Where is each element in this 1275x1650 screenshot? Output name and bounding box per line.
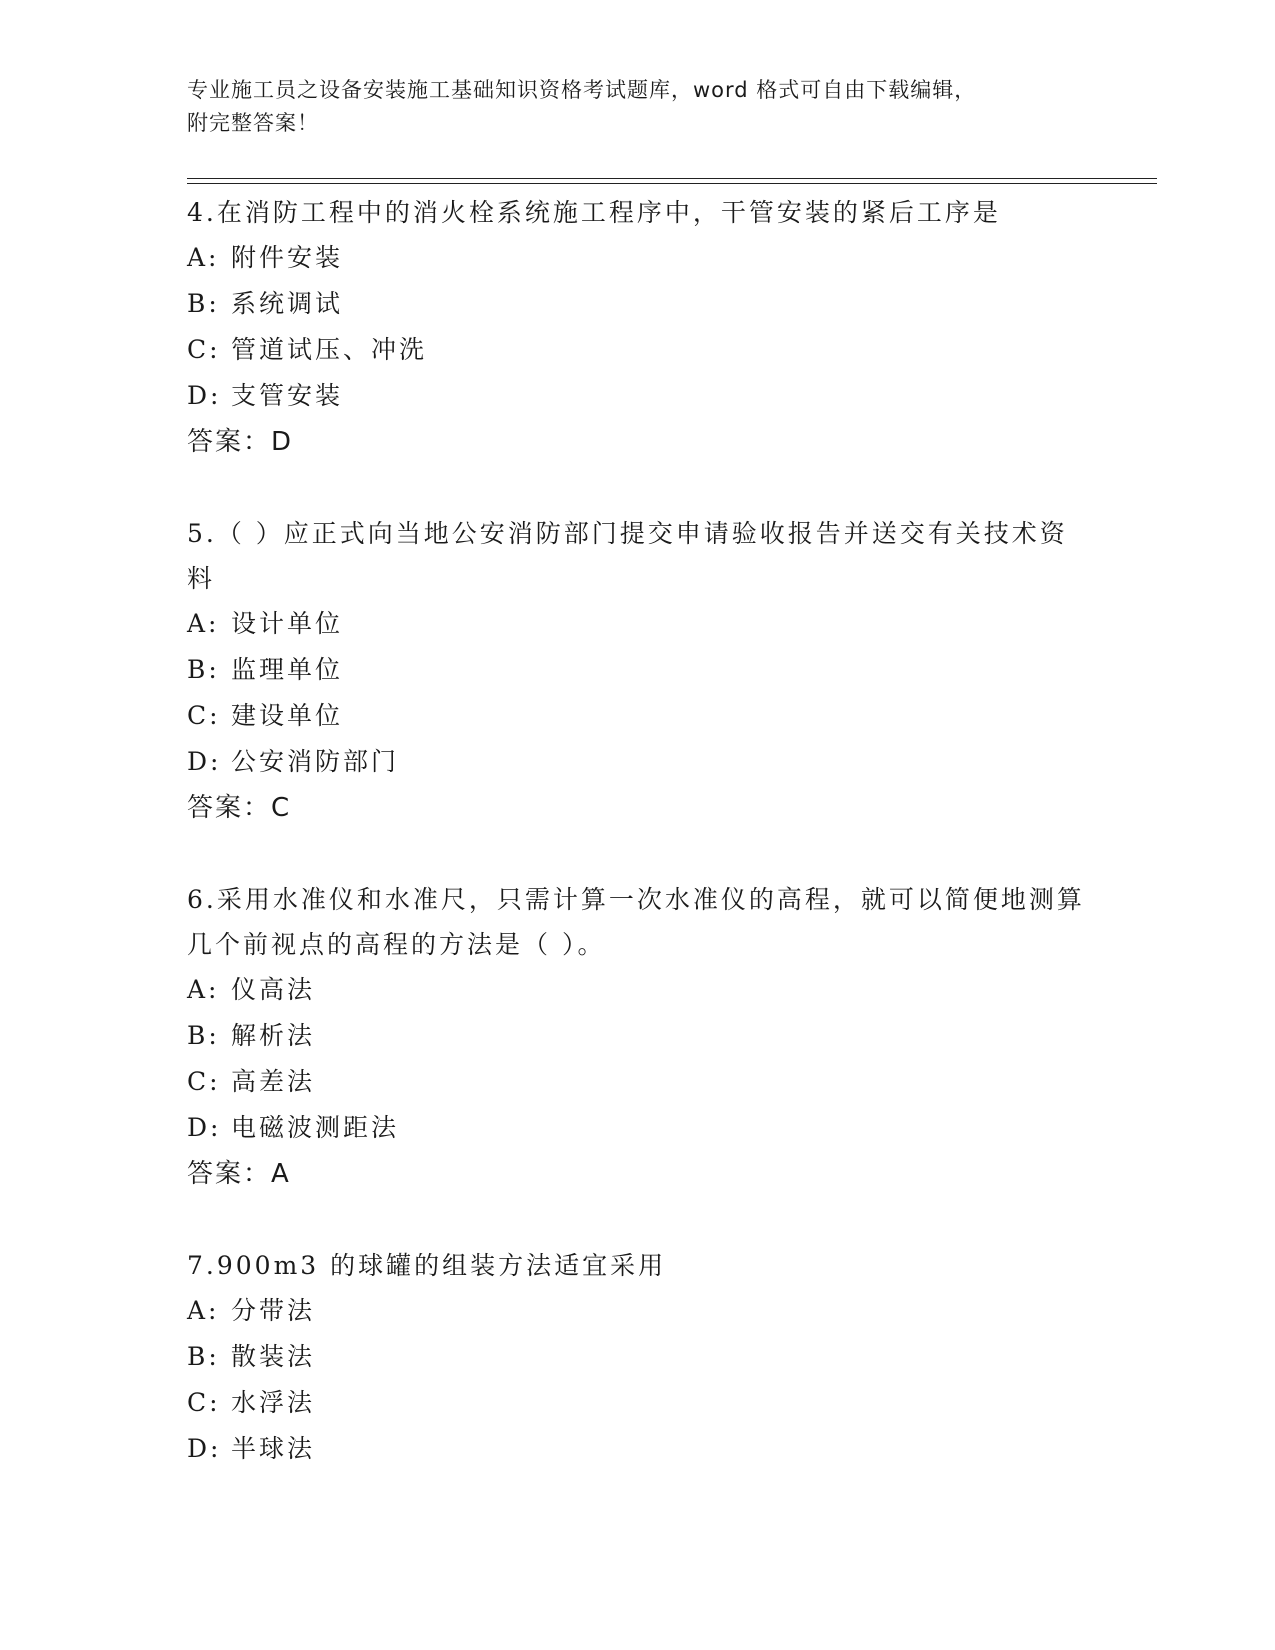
option-text: 高差法 — [231, 1067, 316, 1096]
header-divider-top — [187, 178, 1157, 179]
option-key: A: — [187, 243, 220, 272]
option-c — [187, 693, 1087, 739]
option-text: 半球法 — [231, 1434, 316, 1463]
option-text: 建设单位 — [231, 701, 344, 730]
question-text: 4.在消防工程中的消火栓系统施工程序中，干管安装的紧后工序是 — [187, 198, 1001, 227]
option-key: B: — [187, 1021, 220, 1050]
option-text: 附件安装 — [231, 243, 344, 272]
header-intro-line2: 附完整答案！ — [187, 111, 319, 135]
option-c — [187, 1059, 1087, 1105]
option-c — [187, 327, 1087, 373]
option-b — [187, 281, 1087, 327]
option-d — [187, 1426, 1087, 1472]
option-text: 支管安装 — [231, 381, 344, 410]
question-spacer — [187, 465, 1087, 511]
option-text: 分带法 — [231, 1296, 316, 1325]
option-text: 公安消防部门 — [231, 747, 400, 776]
option-text: 仪高法 — [231, 975, 316, 1004]
option-key: A: — [187, 975, 220, 1004]
option-key: A: — [187, 609, 220, 638]
option-key: C: — [187, 701, 221, 730]
question-item — [187, 511, 1087, 831]
option-d — [187, 1105, 1087, 1151]
header-intro-line1: 专业施工员之设备安装施工基础知识资格考试题库，word 格式可自由下载编辑， — [187, 78, 977, 102]
option-b — [187, 1013, 1087, 1059]
option-text: 系统调试 — [231, 289, 344, 318]
question-text: 5.（ ）应正式向当地公安消防部门提交申请验收报告并送交有关技术资料 — [187, 519, 1068, 593]
header-divider-bottom — [187, 183, 1157, 184]
question-text: 7.900m3 的球罐的组装方法适宜采用 — [187, 1251, 667, 1280]
option-d — [187, 739, 1087, 785]
option-text: 解析法 — [231, 1021, 316, 1050]
question-item — [187, 190, 1087, 465]
question-spacer — [187, 831, 1087, 877]
option-text: 水浮法 — [231, 1388, 316, 1417]
question-item — [187, 877, 1087, 1197]
question-spacer — [187, 1197, 1087, 1243]
option-text: 散装法 — [231, 1342, 316, 1371]
document-header — [187, 74, 1067, 140]
question-list — [187, 190, 1087, 1472]
option-key: D: — [187, 747, 222, 776]
answer-line: 答案：D — [187, 427, 294, 457]
question-item — [187, 1243, 1087, 1472]
answer-line: 答案：A — [187, 1159, 291, 1189]
option-key: A: — [187, 1296, 220, 1325]
option-a — [187, 235, 1087, 281]
option-key: C: — [187, 335, 221, 364]
option-b — [187, 647, 1087, 693]
option-a — [187, 967, 1087, 1013]
option-key: B: — [187, 1342, 220, 1371]
option-d — [187, 373, 1087, 419]
option-a — [187, 1288, 1087, 1334]
option-key: D: — [187, 381, 222, 410]
option-text: 设计单位 — [231, 609, 344, 638]
option-key: B: — [187, 289, 220, 318]
option-b — [187, 1334, 1087, 1380]
question-text: 6.采用水准仪和水准尺，只需计算一次水准仪的高程，就可以简便地测算几个前视点的高程的方法是（ ）。 — [187, 885, 1085, 959]
option-key: D: — [187, 1434, 222, 1463]
option-key: D: — [187, 1113, 222, 1142]
answer-line: 答案：C — [187, 793, 292, 823]
option-text: 电磁波测距法 — [231, 1113, 400, 1142]
option-a — [187, 601, 1087, 647]
option-key: C: — [187, 1388, 221, 1417]
option-text: 管道试压、冲洗 — [231, 335, 428, 364]
option-key: B: — [187, 655, 220, 684]
option-key: C: — [187, 1067, 221, 1096]
option-text: 监理单位 — [231, 655, 344, 684]
option-c — [187, 1380, 1087, 1426]
